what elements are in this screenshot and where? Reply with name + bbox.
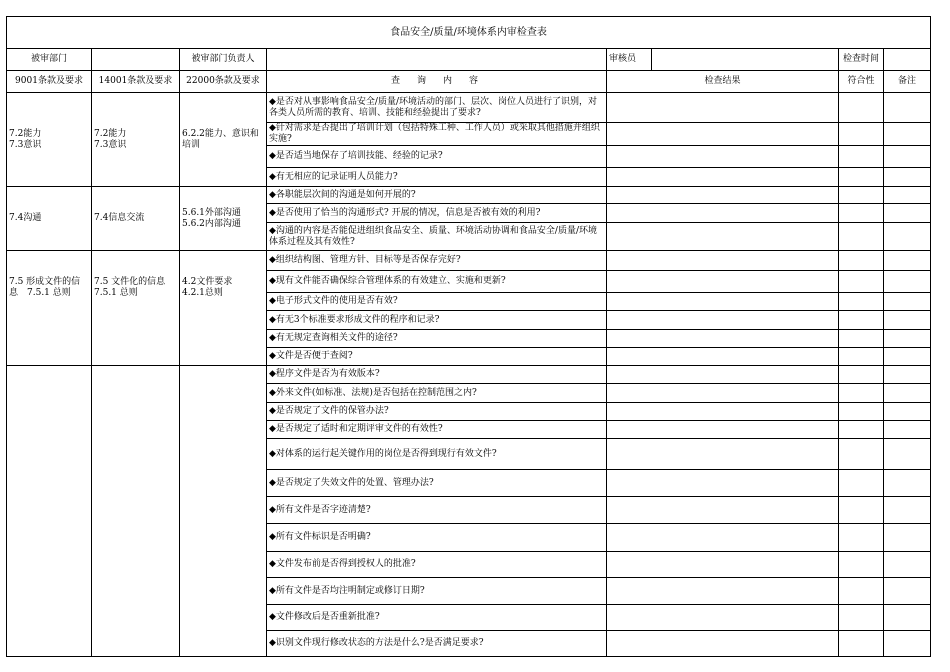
col-conform-header: 符合性 — [839, 71, 884, 93]
note-cell[interactable] — [884, 271, 931, 293]
note-cell[interactable] — [884, 497, 931, 524]
note-cell[interactable] — [884, 439, 931, 470]
col-result-header: 检查结果 — [607, 71, 839, 93]
conform-cell[interactable] — [839, 330, 884, 348]
table-row — [7, 366, 931, 384]
page-title: 食品安全/质量/环境体系内审检查表 — [7, 17, 931, 49]
result-cell[interactable] — [607, 271, 839, 293]
check-item: ◆有无相应的记录证明人员能力? — [267, 168, 607, 187]
check-item: ◆沟通的内容是否能促进组织食品安全、质量、环境活动协调和食品安全/质量/环境体系过程及其有效性? — [267, 223, 607, 251]
col-9001-header: 9001条款及要求 — [7, 71, 92, 93]
auditor-value[interactable] — [652, 49, 838, 70]
note-cell[interactable] — [884, 330, 931, 348]
check-item: ◆针对需求是否提出了培训计划（包括特殊工种、工作人员）或采取其他措施并组织实施? — [267, 123, 607, 146]
result-cell[interactable] — [607, 384, 839, 403]
result-cell[interactable] — [607, 497, 839, 524]
note-cell[interactable] — [884, 384, 931, 403]
table-row — [7, 93, 931, 123]
check-item: ◆是否对从事影响食品安全/质量/环境活动的部门、层次、岗位人员进行了识别，对各类人员所需的教育、培训、技能和经验提出了要求? — [267, 93, 607, 123]
conform-cell[interactable] — [839, 93, 884, 123]
conform-cell[interactable] — [839, 524, 884, 552]
note-cell[interactable] — [884, 311, 931, 330]
col-22000-header: 22000条款及要求 — [180, 71, 267, 93]
conform-cell[interactable] — [839, 271, 884, 293]
check-item: ◆文件修改后是否重新批准? — [267, 605, 607, 631]
check-item: ◆所有文件是否均注明制定或修订日期? — [267, 578, 607, 605]
result-cell[interactable] — [607, 168, 839, 187]
check-item: ◆各职能层次间的沟通是如何开展的? — [267, 187, 607, 204]
conform-cell[interactable] — [839, 293, 884, 311]
note-cell[interactable] — [884, 605, 931, 631]
note-cell[interactable] — [884, 578, 931, 605]
conform-cell[interactable] — [839, 168, 884, 187]
check-item: ◆程序文件是否为有效版本? — [267, 366, 607, 384]
conform-cell[interactable] — [839, 311, 884, 330]
result-cell[interactable] — [607, 524, 839, 552]
result-cell[interactable] — [607, 330, 839, 348]
note-cell[interactable] — [884, 204, 931, 223]
check-item: ◆现有文件能否确保综合管理体系的有效建立、实施和更新? — [267, 271, 607, 293]
note-cell[interactable] — [884, 348, 931, 366]
check-item: ◆是否规定了文件的保管办法? — [267, 403, 607, 421]
result-cell[interactable] — [607, 631, 839, 657]
conform-cell[interactable] — [839, 384, 884, 403]
dept-label: 被审部门 — [7, 49, 92, 71]
result-cell[interactable] — [607, 552, 839, 578]
check-item: ◆所有文件标识是否明确? — [267, 524, 607, 552]
note-cell[interactable] — [884, 251, 931, 271]
result-cell[interactable] — [607, 251, 839, 271]
result-cell[interactable] — [607, 578, 839, 605]
check-item: ◆文件是否便于查阅? — [267, 348, 607, 366]
result-cell[interactable] — [607, 366, 839, 384]
conform-cell[interactable] — [839, 187, 884, 204]
conform-cell[interactable] — [839, 204, 884, 223]
result-cell[interactable] — [607, 293, 839, 311]
result-cell[interactable] — [607, 470, 839, 497]
note-cell[interactable] — [884, 93, 931, 123]
clause-9001-cell: 7.5 形成文件的信息 7.5.1 总则 — [7, 251, 92, 366]
conform-cell[interactable] — [839, 421, 884, 439]
clause-9001-cell: 7.4沟通 — [7, 187, 92, 251]
conform-cell[interactable] — [839, 366, 884, 384]
clause-22000-cell: 6.2.2能力、意识和培训 — [180, 93, 267, 187]
check-item: ◆组织结构图、管理方针、目标等是否保存完好? — [267, 251, 607, 271]
result-cell[interactable] — [607, 311, 839, 330]
conform-cell[interactable] — [839, 439, 884, 470]
clause-14001-cell: 7.4信息交流 — [92, 187, 180, 251]
note-cell[interactable] — [884, 187, 931, 204]
audit-checklist-table — [6, 16, 931, 657]
note-cell[interactable] — [884, 470, 931, 497]
check-item: ◆有无规定查询相关文件的途径? — [267, 330, 607, 348]
result-cell[interactable] — [607, 348, 839, 366]
conform-cell[interactable] — [839, 348, 884, 366]
clause-9001-cell — [7, 366, 92, 657]
clause-9001-cell: 7.2能力 7.3意识 — [7, 93, 92, 187]
result-cell[interactable] — [607, 204, 839, 223]
table-row — [7, 187, 931, 204]
note-cell[interactable] — [884, 123, 931, 146]
time-value-cell[interactable] — [884, 49, 931, 71]
conform-cell[interactable] — [839, 146, 884, 168]
result-cell[interactable] — [607, 421, 839, 439]
conform-cell[interactable] — [839, 552, 884, 578]
col-note-header: 备注 — [884, 71, 931, 93]
note-cell[interactable] — [884, 421, 931, 439]
note-cell[interactable] — [884, 293, 931, 311]
dept-value-cell[interactable] — [92, 49, 180, 71]
result-cell[interactable] — [607, 439, 839, 470]
check-item: ◆是否规定了适时和定期评审文件的有效性? — [267, 421, 607, 439]
col-content-header: 查 询 内 容 — [267, 71, 607, 93]
result-cell[interactable] — [607, 223, 839, 251]
check-item: ◆是否使用了恰当的沟通形式? 开展的情况，信息是否被有效的利用? — [267, 204, 607, 223]
result-cell[interactable] — [607, 93, 839, 123]
clause-22000-cell: 5.6.1外部沟通 5.6.2内部沟通 — [180, 187, 267, 251]
note-cell[interactable] — [884, 223, 931, 251]
conform-cell[interactable] — [839, 470, 884, 497]
note-cell[interactable] — [884, 403, 931, 421]
clause-22000-cell: 4.2文件要求 4.2.1总则 — [180, 251, 267, 366]
table-row — [7, 251, 931, 271]
result-cell[interactable] — [607, 123, 839, 146]
conform-cell[interactable] — [839, 251, 884, 271]
clause-14001-cell: 7.2能力 7.3意识 — [92, 93, 180, 187]
conform-cell[interactable] — [839, 631, 884, 657]
owner-value-cell[interactable] — [267, 49, 607, 71]
clause-14001-cell: 7.5 文件化的信息 7.5.1 总则 — [92, 251, 180, 366]
check-item: ◆对体系的运行起关键作用的岗位是否得到现行有效文件? — [267, 439, 607, 470]
owner-label: 被审部门负责人 — [180, 49, 267, 71]
time-label: 检查时间 — [839, 49, 884, 71]
auditor-cell[interactable] — [607, 49, 839, 71]
check-item: ◆有无3个标准要求形成文件的程序和记录? — [267, 311, 607, 330]
result-cell[interactable] — [607, 403, 839, 421]
check-item: ◆文件发布前是否得到授权人的批准? — [267, 552, 607, 578]
result-cell[interactable] — [607, 187, 839, 204]
conform-cell[interactable] — [839, 605, 884, 631]
check-item: ◆是否适当地保存了培训技能、经验的记录? — [267, 146, 607, 168]
note-cell[interactable] — [884, 524, 931, 552]
check-item: ◆是否规定了失效文件的处置、管理办法? — [267, 470, 607, 497]
clause-22000-cell — [180, 366, 267, 657]
check-item: ◆电子形式文件的使用是否有效? — [267, 293, 607, 311]
conform-cell[interactable] — [839, 403, 884, 421]
auditor-label: 审核员 — [607, 49, 652, 70]
conform-cell[interactable] — [839, 223, 884, 251]
note-cell[interactable] — [884, 168, 931, 187]
note-cell[interactable] — [884, 552, 931, 578]
conform-cell[interactable] — [839, 123, 884, 146]
col-14001-header: 14001条款及要求 — [92, 71, 180, 93]
conform-cell[interactable] — [839, 497, 884, 524]
check-item: ◆外来文件(如标准、法规)是否包括在控制范围之内? — [267, 384, 607, 403]
result-cell[interactable] — [607, 605, 839, 631]
audit-checklist-sheet — [6, 16, 930, 646]
check-item: ◆识别文件现行修改状态的方法是什么?是否满足要求? — [267, 631, 607, 657]
result-cell[interactable] — [607, 146, 839, 168]
check-item: ◆所有文件是否字迹清楚? — [267, 497, 607, 524]
clause-14001-cell — [92, 366, 180, 657]
conform-cell[interactable] — [839, 578, 884, 605]
note-cell[interactable] — [884, 146, 931, 168]
note-cell[interactable] — [884, 631, 931, 657]
note-cell[interactable] — [884, 366, 931, 384]
